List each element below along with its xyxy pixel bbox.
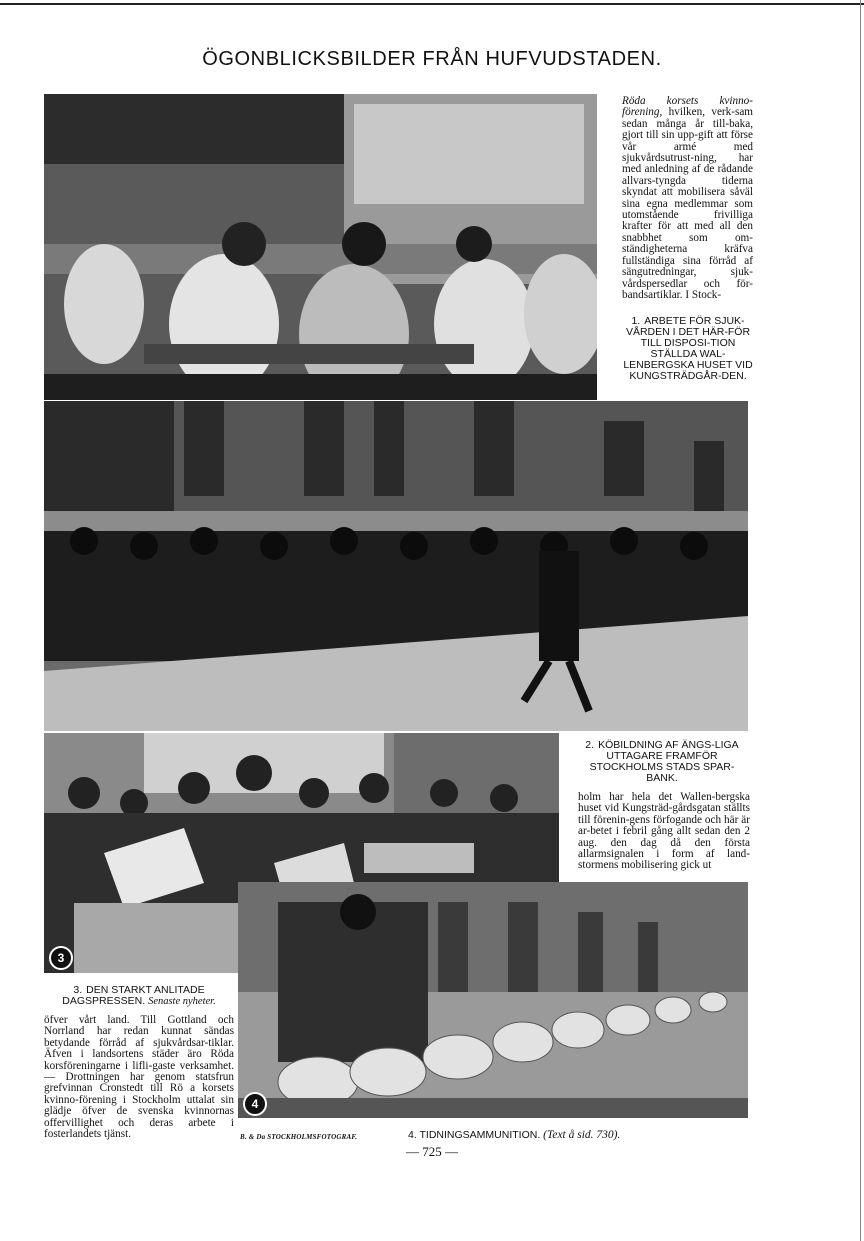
caption-photo-3: 3. DEN STARKT ANLITADE DAGSPRESSEN. Senaste nyheter.: [62, 984, 216, 1007]
article-paragraph-1: Röda korsets kvinno-förening, hvilken, verk-sam sedan många år till-baka, gjort till sin upp-gift att förse vår armé med sjukvårdsutrust-ning, har med anledning af de rådande allvars-tyngda tiderna skyndat att mobilisera såväl sina egna medlemmar som utomstående frivilliga krafter för att med all den snabbhet som om-ständigheterna kräfva fullständiga sina förråd af sängutredningar, sjuk-vårdspersedlar och för-bandsartiklar. I Stock-: [622, 95, 753, 301]
photo-newspaper-rolls: [238, 882, 748, 1118]
article-paragraph-2: holm har hela det Wallen-bergska huset vid Kungsträd-gårdsgatan ställts till förenin-gens förfogande och här är ar-betet i febril gång allt sedan den 2 aug. den dag då den första allarmsignalen i form af land-stormens mobilisering gick ut: [578, 791, 750, 872]
caption-photo-4: 4. TIDNINGSAMMUNITION. (Text å sid. 730).: [408, 1129, 621, 1141]
article-paragraph-3: öfver vårt land. Till Gottland och Norrland har redan kunnat sändas betydande förråd af sjukvårdsar-tiklar. Äfven i landsortens städer äro Röda korsföreningarne i lifli-gaste verksamhet. — Drottningen har genom statsfrun grefvinnan Cronstedt till Rö a korsets kvinno-förening i Stockholm uttalat sin glädje öfver de svenska kvinnornas offervillighet och deras arbete i fosterlandets tjänst.: [44, 1014, 234, 1141]
top-rule: [0, 3, 864, 5]
photo-number-badge-4: 4: [243, 1092, 267, 1116]
article-lead: Röda korsets kvinno-förening,: [622, 95, 753, 119]
photo-credit: B. & Da STOCKHOLMSFOTOGRAF.: [240, 1133, 358, 1141]
caption-photo-1: 1. ARBETE FÖR SJUK-VÅRDEN I DET HÄR-FÖR TILL DISPOSI-TION STÄLLDA WAL-LENBERGSKA HUSET VID KUNGSTRÄDGÅR-DEN.: [623, 315, 753, 382]
article-column-top: [622, 96, 753, 301]
photo-sewing-room: [44, 94, 597, 400]
page-number: — 725 —: [406, 1144, 458, 1159]
caption-photo-2: 2. KÖBILDNING AF ÄNGS-LIGA UTTAGARE FRAMFÖR STOCKHOLMS STADS SPAR-BANK.: [585, 739, 739, 784]
photo-number-badge-3: 3: [49, 946, 73, 970]
page-edge: [860, 0, 861, 1241]
article-column-bottom: [44, 1015, 234, 1140]
page-headline: ÖGONBLICKSBILDER FRÅN HUFVUDSTADEN.: [202, 48, 662, 70]
article-column-mid: [578, 792, 750, 872]
photo-bank-queue: [44, 401, 748, 731]
